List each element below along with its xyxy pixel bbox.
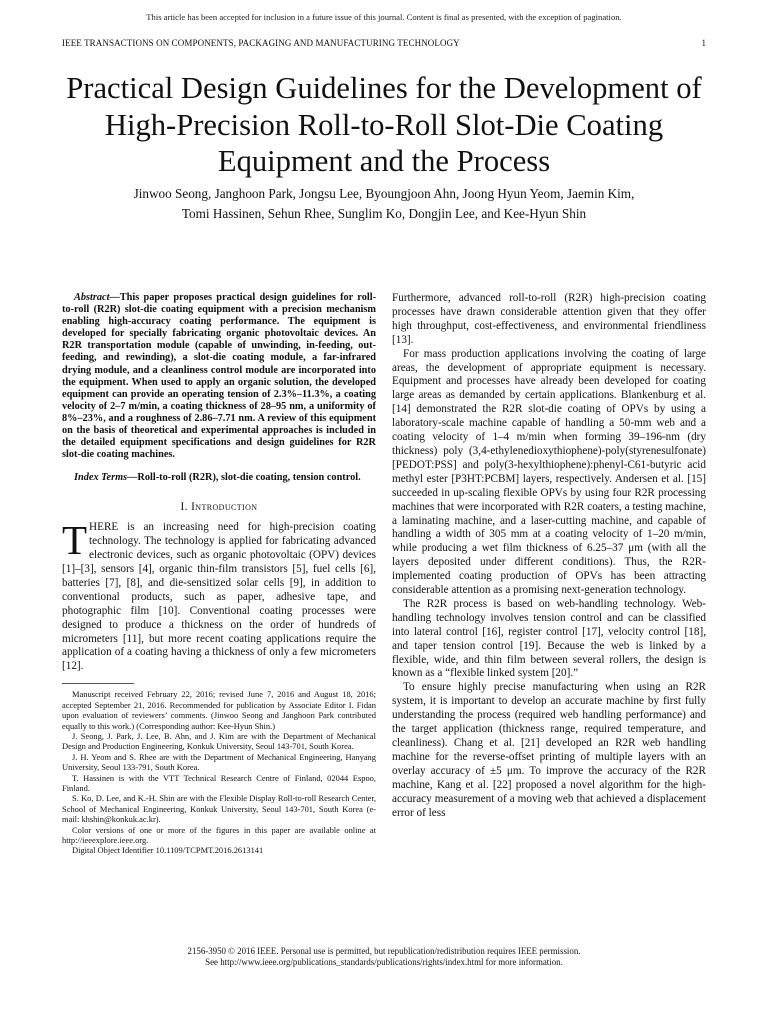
body-paragraph: To ensure highly precise manufacturing when using an R2R system, it is important to develop an accurate machine by first fully understanding the process (required web handling performance) and the target application (thickness range, required temperature, and cleanliness). Chang et al. [21] developed an R2R web handling machine for the reverse-offset printing of multiple layers with an overlay accuracy of ±5 μm. To improve the accuracy of the R2R machine, Kang et al. [22] proposed a novel algorithm for the high-accuracy measurement of a moving web that achieved a displacement error of less: [392, 681, 706, 819]
author-list: [60, 184, 708, 223]
body-paragraph: Furthermore, advanced roll-to-roll (R2R) high-precision coating processes have drawn considerable attention given that they offer high throughput, cost-effectiveness, and environmental friendliness [13].: [392, 292, 706, 346]
page-number: 1: [701, 38, 706, 48]
abstract-lead: Abstract—: [74, 292, 120, 303]
abstract: [62, 292, 376, 461]
copyright-notice: [0, 946, 768, 969]
drop-cap: T: [62, 517, 88, 564]
abstract-text: This paper proposes practical design guidelines for roll-to-roll (R2R) slot-die coating equipment with a precision mechanism enabling high-accuracy coating performance. The equipment is developed for specially fabricating organic photovoltaic devices. An R2R transportation module (capable of unwinding, in-feeding, out-feeding, and rewinding), a slot-die coating module, a far-infrared drying module, and a cleanliness control module are incorporated into the equipment. When used to apply an organic solution, the developed equipment can provide an operating tension of 2.3%–11.3%, a coating velocity of 2–7 m/min, a coating thickness of 28–95 nm, a uniformity of 8%–23%, and a roughness of 2.86–7.71 nm. A review of this equipment on the basis of theoretical and experimental approaches is included in the detailed equipment specifications and design guidelines for R2R slot-die coating machines.: [62, 292, 376, 461]
body-paragraph: For mass production applications involving the coating of large areas, the development of appropriate equipment is necessary. Equipment and processes have already been developed for coating large areas as demanded by certain applications. Blankenburg et al. [14] demonstrated the R2R slot-die coating of OPVs by using a laboratory-scale machine capable of handling a 50-mm web and a coating velocity of 1–4 m/min when forming 39–196-nm (dry thickness) poly (3,4-ethylenedioxythiophene)-poly(styrenesulfonate) [PEDOT:PSS] and poly(3-hexylthiophene):phenyl-C61-butyric acid methyl ester [P3HT:PCBM] layers, respectively. Andersen et al. [15] succeeded in up-scaling flexible OPVs by using four R2R processing machines that were incorporated with R2R coaters, a testing machine, a laminating machine, and a laser-cutting machine, and capable of handling a width of 305 mm at a coating velocity of 1–20 m/min, while producing a wet film thickness of 6.25–37 μm (with all the layers deposited under different conditions). Thus, the R2R-implemented coating production of OPVs has been attracting considerable attention as a promising next-generation technology.: [392, 347, 706, 597]
body-paragraph: The R2R process is based on web-handling technology. Web-handling technology involves tension control and can be classified into lateral control [16], register control [17], velocity control [18], and taper tension control [19]. Because the web is linked by a flexible, wide, and thin film between several rollers, the design is known as a “flexible linked system [20].”: [392, 597, 706, 680]
left-column: [62, 292, 376, 856]
footnote-affiliation: J. H. Yeom and S. Rhee are with the Department of Mechanical Engineering, Hanyang University, Seoul 133-791, South Korea.: [62, 751, 376, 773]
footnote-affiliation: S. Ko, D. Lee, and K.-H. Shin are with the Flexible Display Roll-to-roll Research Center, School of Mechanical Engineering, Konkuk University, Seoul 143-701, South Korea (e-mail: khshin@konkuk.ac.kr).: [62, 793, 376, 825]
intro-first-word: HERE: [89, 521, 119, 534]
paper-title: Practical Design Guidelines for the Development of High-Precision Roll-to-Roll Slot-Die Coating Equipment and the Process: [66, 71, 702, 178]
right-column: [392, 292, 706, 820]
journal-running-head: IEEE TRANSACTIONS ON COMPONENTS, PACKAGING AND MANUFACTURING TECHNOLOGY: [62, 38, 460, 48]
footnotes: [62, 689, 376, 856]
authors-line-2: Tomi Hassinen, Sehun Rhee, Sunglim Ko, Dongjin Lee, and Kee-Hyun Shin: [181, 205, 587, 221]
footnote-color-versions: Color versions of one or more of the figures in this paper are available online at http://ieeexplore.ieee.org.: [62, 824, 376, 845]
section-number: I.: [180, 501, 192, 514]
footnote-manuscript: Manuscript received February 22, 2016; revised June 7, 2016 and August 18, 2016; accepted September 21, 2016. Recommended for publication by Associate Editor I. Fidan upon evaluation of reviewers’ comments. (Jinwoo Seong and Janghoon Park contributed equally to this work.) (Corresponding author: Kee-Hyun Shin.): [62, 689, 376, 731]
intro-text: is an increasing need for high-precision coating technology. The technology is applied for fabricating advanced electronic devices, such as organic photovoltaic (OPV) devices [1]–[3], sensors [4], organic thin-film transistors [5], fuel cells [6], batteries [7], [8], and die-sensitized solar cells [9], in addition to conventional products, such as paper, adhesive tape, and photographic film [10]. Conventional coating processes were designed to produce a thickness on the order of hundreds of micrometers [11], but more recent coating applications require the application of a coating having a thickness of only a few micrometers [12].: [62, 521, 376, 673]
section-title: Introduction: [191, 501, 258, 514]
footnote-affiliation: T. Hassinen is with the VTT Technical Research Centre of Finland, 02044 Espoo, Finland.: [62, 772, 376, 793]
copyright-line-2: See http://www.ieee.org/publications_standards/publications/rights/index.html for more information.: [205, 957, 563, 968]
footnote-rule: [62, 683, 134, 684]
index-terms: [62, 472, 376, 484]
section-heading: [62, 501, 376, 515]
copyright-line-1: 2156-3950 © 2016 IEEE. Personal use is permitted, but republication/redistribution requires IEEE permission.: [187, 946, 581, 956]
acceptance-notice: This article has been accepted for inclusion in a future issue of this journal. Content is final as presented, with the exception of pagination.: [146, 12, 622, 22]
index-terms-text: Roll-to-roll (R2R), slot-die coating, tension control.: [137, 472, 361, 484]
footnote-doi: Digital Object Identifier 10.1109/TCPMT.2016.2613141: [72, 845, 264, 856]
introduction-paragraph: [62, 517, 376, 674]
footnote-affiliation: J. Seong, J. Park, J. Lee, B. Ahn, and J. Kim are with the Department of Mechanical Design and Production Engineering, Konkuk University, Seoul 143-701, South Korea.: [62, 730, 376, 752]
authors-line-1: Jinwoo Seong, Janghoon Park, Jongsu Lee, Byoungjoon Ahn, Joong Hyun Yeom, Jaemin Kim,: [133, 186, 635, 201]
index-terms-lead: Index Terms—: [74, 472, 138, 484]
